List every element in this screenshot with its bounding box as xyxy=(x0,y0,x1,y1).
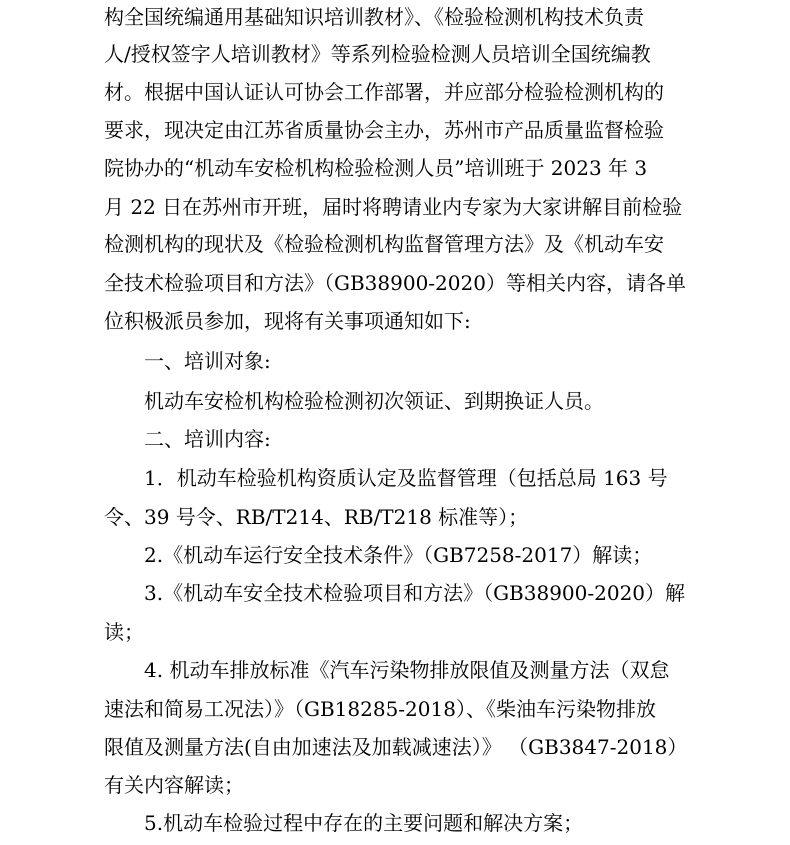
intro-line-7: 检测机构的现状及《检验检测机构监督管理方法》及《机动车安 xyxy=(104,232,664,256)
intro-line-4: 要求，现决定由江苏省质量协会主办，苏州市产品质量监督检验 xyxy=(104,118,664,142)
section1-heading: 一、培训对象: xyxy=(144,349,271,373)
intro-line-6: 月 22 日在苏州市开班，届时将聘请业内专家为大家讲解目前检验 xyxy=(104,195,683,219)
item1-line-1: 1．机动车检验机构资质认定及监督管理（包括总局 163 号 xyxy=(144,466,668,490)
item4-line-4: 有关内容解读； xyxy=(104,773,244,797)
intro-line-2: 人/授权签字人培训教材》等系列检验检测人员培训全国统编教 xyxy=(104,42,651,66)
item3-line-1: 3.《机动车安全技术检验项目和方法》（GB38900-2020）解 xyxy=(144,581,686,605)
section2-heading: 二、培训内容: xyxy=(144,427,271,451)
item5-line: 5.机动车检验过程中存在的主要问题和解决方案； xyxy=(144,811,584,835)
item4-line-1: 4. 机动车排放标准《汽车污染物排放限值及测量方法（双怠 xyxy=(144,658,670,682)
item4-line-2: 速法和简易工况法）》（GB18285-2018）、《柴油车污染物排放 xyxy=(104,697,656,721)
item3-line-2: 读； xyxy=(104,620,144,644)
intro-line-5: 院协办的“机动车安检机构检验检测人员”培训班于 2023 年 3 xyxy=(104,156,648,180)
section1-body: 机动车安检机构检验检测初次领证、到期换证人员。 xyxy=(144,389,604,413)
intro-line-3: 材。根据中国认证认可协会工作部署，并应部分检验检测机构的 xyxy=(104,80,664,104)
intro-line-8: 全技术检验项目和方法》（GB38900-2020）等相关内容，请各单 xyxy=(104,271,686,295)
intro-line-1: 构全国统编通用基础知识培训教材》、《检验检测机构技术负责 xyxy=(104,5,644,29)
intro-line-9: 位积极派员参加，现将有关事项通知如下: xyxy=(104,309,471,333)
item1-line-2: 令、39 号令、RB/T214、RB/T218 标准等）； xyxy=(104,505,529,529)
item4-line-3: 限值及测量方法(自由加速法及加载减速法）》 （GB3847-2018） xyxy=(104,735,688,759)
item2-line: 2.《机动车运行安全技术条件》（GB7258-2017）解读； xyxy=(144,543,653,567)
